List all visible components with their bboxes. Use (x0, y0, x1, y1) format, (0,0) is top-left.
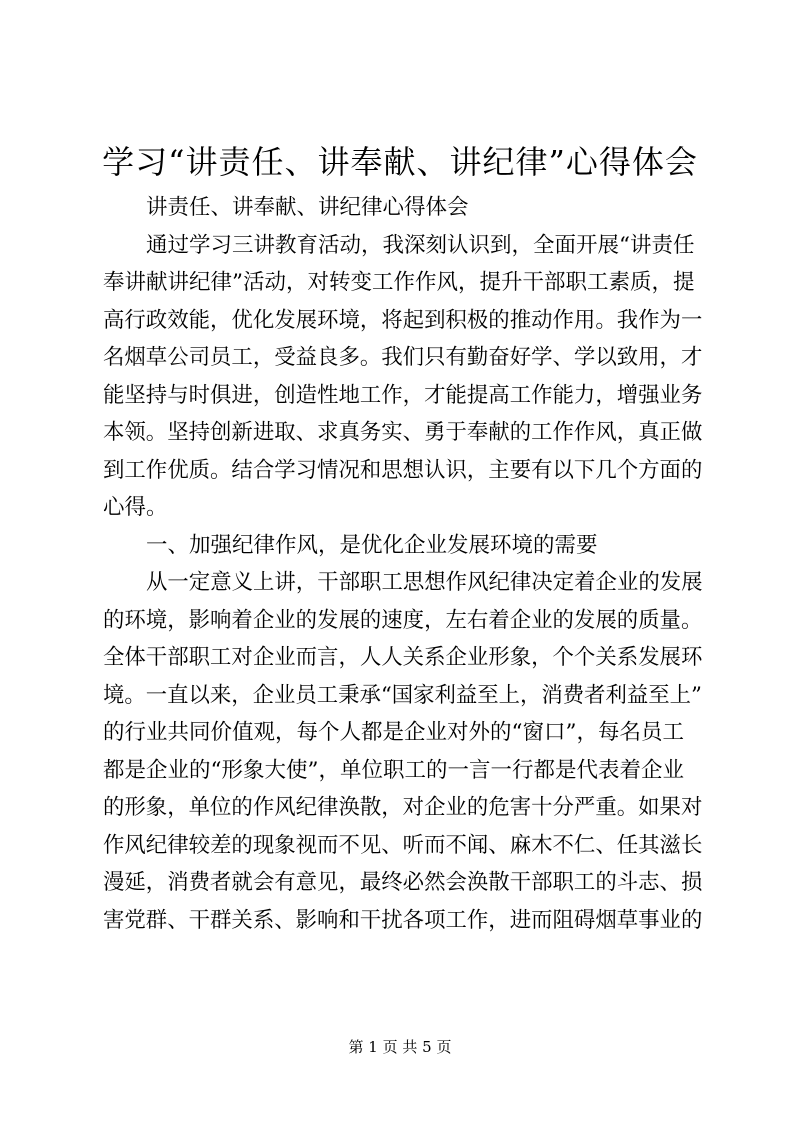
text-line: 心得。 (103, 495, 168, 520)
page-footer: 第 1 页 共 5 页 (348, 1038, 452, 1056)
text-line: 一、加强纪律作风，是优化企业发展环境的需要 (146, 532, 598, 558)
text-line: 的形象，单位的作风纪律涣散，对企业的危害十分严重。如果对 (103, 795, 703, 820)
paragraph-subtitle (103, 189, 703, 227)
text-line: 的行业共同价值观，每个人都是企业对外的“窗口”，每名员工 (103, 720, 684, 745)
text-line: 通过学习三讲教育活动，我深刻认识到，全面开展“讲责任 (146, 232, 695, 258)
text-line: 全体干部职工对企业而言，人人关系企业形象，个个关系发展环 (103, 645, 703, 670)
paragraph-section-one (103, 564, 703, 939)
document-body (103, 189, 703, 939)
paragraph-intro (103, 227, 703, 527)
text-line: 都是企业的“形象大使”，单位职工的一言一行都是代表着企业 (103, 757, 684, 783)
text-line: 讲责任、讲奉献、讲纪律心得体会 (146, 195, 469, 220)
text-line: 漫延，消费者就会有意见，最终必然会涣散干部职工的斗志、损 (103, 870, 703, 895)
text-line: 境。一直以来，企业员工秉承“国家利益至上，消费者利益至上” (103, 682, 702, 708)
section-heading (103, 527, 703, 565)
text-line: 到工作优质。结合学习情况和思想认识，主要有以下几个方面的 (103, 457, 703, 483)
text-line: 的环境，影响着企业的发展的速度，左右着企业的发展的质量。 (103, 607, 703, 633)
document-title: 学习“讲责任、讲奉献、讲纪律”心得体会 (102, 143, 698, 181)
text-line: 高行政效能，优化发展环境，将起到积极的推动作用。我作为一 (103, 307, 703, 333)
text-line: 害党群、干群关系、影响和干扰各项工作，进而阻碍烟草事业的 (103, 907, 703, 933)
text-line: 从一定意义上讲，干部职工思想作风纪律决定着企业的发展 (146, 570, 703, 595)
text-line: 能坚持与时俱进，创造性地工作，才能提高工作能力，增强业务 (103, 382, 703, 408)
text-line: 奉讲献讲纪律”活动，对转变工作作风，提升干部职工素质，提 (103, 270, 695, 295)
text-line: 本领。坚持创新进取、求真务实、勇于奉献的工作作风，真正做 (103, 420, 703, 445)
text-line: 作风纪律较差的现象视而不见、听而不闻、麻木不仁、任其滋长 (103, 832, 703, 858)
text-line: 名烟草公司员工，受益良多。我们只有勤奋好学、学以致用，才 (103, 345, 703, 370)
